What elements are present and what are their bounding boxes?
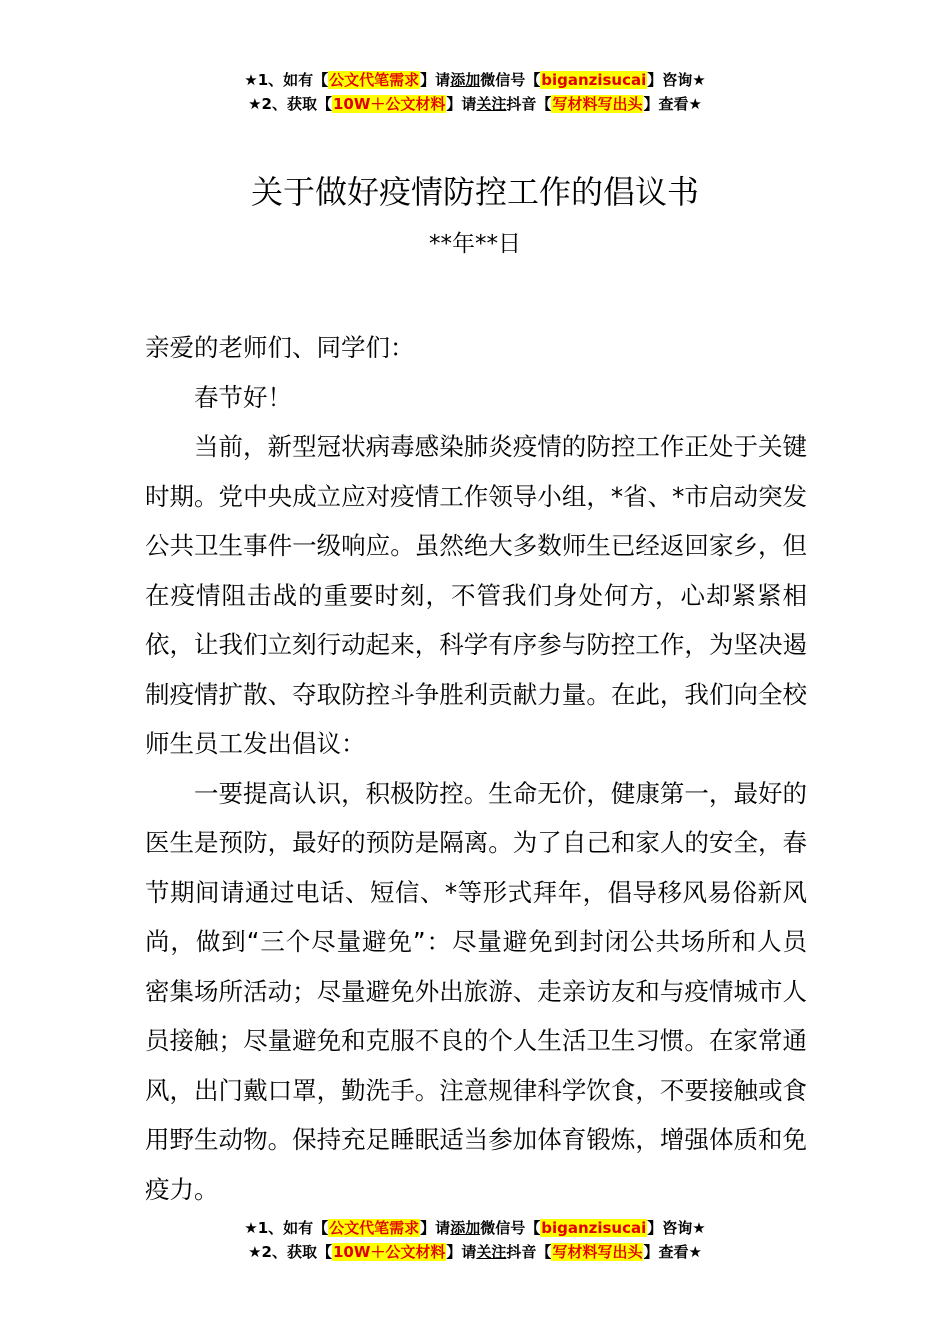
promo-text: 】请 <box>420 1219 451 1237</box>
promo-text: 】咨询★ <box>647 71 706 89</box>
promo-highlight: 写材料写出头 <box>552 95 643 113</box>
promo-text: 抖音【 <box>506 1243 552 1261</box>
promo-text: ★1、如有【 <box>244 71 329 89</box>
promo-highlight: 公文代笔需求 <box>329 71 420 89</box>
promo-text: 】请 <box>420 71 451 89</box>
promo-text: 】请 <box>446 1243 477 1261</box>
document-title: 关于做好疫情防控工作的倡议书 <box>250 173 699 211</box>
promo-highlight: 10W＋公文材料 <box>332 1243 446 1261</box>
salutation: 亲爱的老师们、同学们： <box>145 333 415 362</box>
promo-text: ★2、获取【 <box>248 95 332 113</box>
promo-text: 】查看★ <box>643 95 702 113</box>
promo-highlight: biganzisucai <box>541 1219 647 1237</box>
promo-banner-top <box>0 68 950 116</box>
promo-text: ★1、如有【 <box>244 1219 329 1237</box>
promo-highlight: 写材料写出头 <box>552 1243 643 1261</box>
document-date: **年**日 <box>429 231 521 257</box>
promo-highlight: 10W＋公文材料 <box>332 95 446 113</box>
paragraph-1: 当前，新型冠状病毒感染肺炎疫情的防控工作正处于关键时期。党中央成立应对疫情工作领导小组，*省、*市启动突发公共卫生事件一级响应。虽然绝大多数师生已经返回家乡，但在疫情阻击战的重要时刻，不管我们身处何方，心却紧紧相依，让我们立刻行动起来，科学有序参与防控工作，为坚决遏制疫情扩散、夺取防控斗争胜利贡献力量。在此，我们向全校师生员工发出倡议： <box>145 432 807 758</box>
promo-line-1 <box>0 1216 950 1240</box>
promo-line-2 <box>0 1240 950 1264</box>
promo-text: 微信号【 <box>480 1219 541 1237</box>
promo-text: 】查看★ <box>643 1243 702 1261</box>
promo-text: 微信号【 <box>480 71 541 89</box>
promo-underlined: 关注 <box>476 95 507 113</box>
greeting: 春节好！ <box>194 382 292 412</box>
promo-line-2 <box>0 92 950 116</box>
promo-text: 】请 <box>446 95 477 113</box>
promo-text: ★2、获取【 <box>248 1243 332 1261</box>
promo-underlined: 关注 <box>476 1243 507 1261</box>
promo-banner-bottom <box>0 1216 950 1264</box>
paragraph-2: 一要提高认识，积极防控。生命无价，健康第一，最好的医生是预防，最好的预防是隔离。为了自己和家人的安全，春节期间请通过电话、短信、*等形式拜年，倡导移风易俗新风尚，做到“三个尽量避免”：尽量避免到封闭公共场所和人员密集场所活动；尽量避免外出旅游、走亲访友和与疫情城市人员接触；尽量避免和克服不良的个人生活卫生习惯。在家常通风，出门戴口罩，勤洗手。注意规律科学饮食，不要接触或食用野生动物。保持充足睡眠适当参加体育锻炼，增强体质和免疫力。 <box>145 778 807 1204</box>
promo-highlight: 公文代笔需求 <box>329 1219 420 1237</box>
promo-highlight: biganzisucai <box>541 71 647 89</box>
promo-text: 抖音【 <box>506 95 552 113</box>
promo-underlined: 添加 <box>450 1219 481 1237</box>
document-body <box>145 323 807 1214</box>
promo-line-1 <box>0 68 950 92</box>
promo-text: 】咨询★ <box>647 1219 706 1237</box>
promo-underlined: 添加 <box>450 71 481 89</box>
